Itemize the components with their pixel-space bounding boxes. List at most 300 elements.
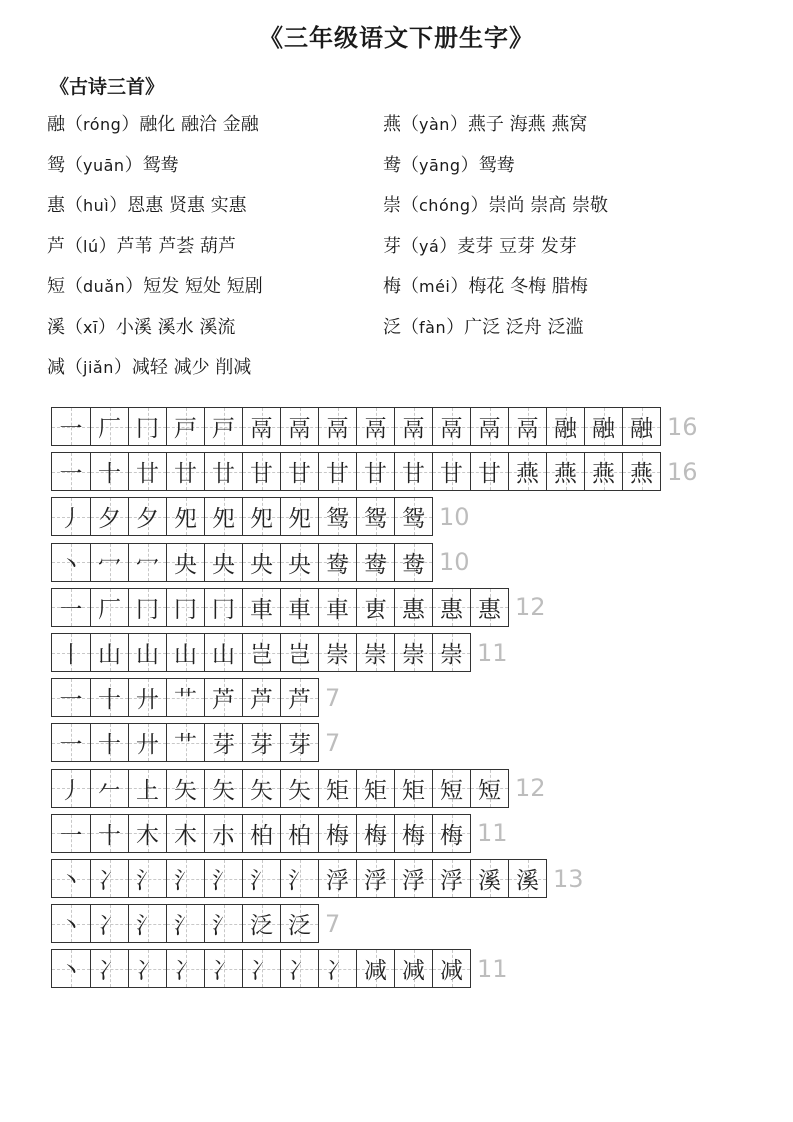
vocab-words: 崇尚 崇高 崇敬: [488, 195, 608, 216]
stroke-glyph: 冫: [98, 958, 121, 985]
stroke-cells: [51, 949, 471, 988]
paren-close: ）: [124, 154, 143, 176]
stroke-cells: [51, 814, 471, 853]
stroke-cells: [51, 407, 661, 446]
stroke-glyph: 夗: [250, 506, 273, 533]
stroke-cells: [51, 452, 661, 491]
vocab-pinyin: yá: [419, 236, 440, 256]
stroke-count: 13: [553, 864, 584, 893]
stroke-glyph: 矩: [326, 777, 349, 804]
stroke-cell: [242, 724, 280, 761]
stroke-cell: [90, 498, 128, 535]
vocab-words: 芦苇 芦荟 葫芦: [116, 235, 237, 257]
stroke-cell: [52, 724, 90, 761]
vocab-line: [47, 153, 179, 179]
stroke-glyph: 甘: [478, 461, 501, 488]
stroke-glyph: 廿: [136, 461, 159, 488]
stroke-count: 12: [515, 774, 546, 803]
stroke-count: 11: [477, 638, 508, 667]
vocab-words: 燕子 海燕 燕窝: [467, 114, 588, 135]
stroke-glyph: 减: [364, 958, 387, 985]
stroke-glyph: 鸳: [326, 506, 349, 533]
stroke-row: [51, 678, 340, 717]
stroke-cell: [432, 634, 470, 671]
stroke-count: 7: [325, 728, 341, 757]
paren-close: ）: [460, 154, 479, 176]
stroke-cell: [166, 408, 204, 445]
vocab-pinyin: méi: [419, 277, 451, 296]
vocab-char: 梅: [383, 276, 401, 297]
stroke-cell: [242, 770, 280, 807]
stroke-cell: [394, 453, 432, 490]
stroke-cell: [90, 770, 128, 807]
stroke-cell: [204, 679, 242, 716]
stroke-cell: [128, 770, 166, 807]
stroke-cell: [128, 724, 166, 761]
vocab-line: [383, 315, 584, 341]
vocab-line: [383, 274, 588, 300]
stroke-cell: [166, 860, 204, 897]
stroke-cell: [356, 634, 394, 671]
vocab-char: 芽: [383, 235, 401, 257]
stroke-cell: [204, 815, 242, 852]
stroke-glyph: 惠: [440, 596, 463, 623]
paren-close: ）: [449, 114, 468, 135]
stroke-cell: [90, 453, 128, 490]
stroke-glyph: 柏: [288, 822, 311, 849]
stroke-glyph: 一: [59, 461, 83, 488]
stroke-cell: [318, 453, 356, 490]
vocab-words: 减轻 减少 削减: [131, 357, 252, 378]
stroke-cell: [432, 815, 470, 852]
stroke-glyph: 冖: [136, 551, 159, 578]
stroke-glyph: 夗: [288, 506, 311, 533]
vocab-line: [383, 153, 515, 179]
stroke-cell: [356, 770, 394, 807]
stroke-cell: [280, 589, 318, 626]
stroke-glyph: 甘: [364, 461, 387, 488]
vocab-words: 鸳鸯: [142, 154, 179, 176]
stroke-cell: [356, 544, 394, 581]
stroke-glyph: 艹: [174, 732, 197, 759]
stroke-glyph: 冫: [174, 958, 197, 985]
stroke-glyph: 矩: [402, 777, 425, 804]
stroke-glyph: 崇: [364, 642, 387, 668]
stroke-cell: [318, 544, 356, 581]
stroke-cell: [52, 453, 90, 490]
stroke-glyph: 氵: [174, 868, 197, 894]
stroke-cell: [242, 589, 280, 626]
stroke-cell: [90, 544, 128, 581]
stroke-glyph: 芦: [288, 687, 311, 714]
stroke-cell: [280, 905, 318, 942]
stroke-glyph: 十: [98, 687, 121, 714]
stroke-glyph: 溪: [516, 868, 539, 894]
stroke-cell: [204, 589, 242, 626]
stroke-glyph: 鬲: [440, 416, 463, 442]
stroke-cell: [166, 950, 204, 987]
stroke-glyph: 夗: [212, 506, 235, 533]
stroke-glyph: 梅: [440, 822, 463, 849]
stroke-count: 10: [439, 548, 470, 577]
stroke-cell: [166, 453, 204, 490]
stroke-cell: [584, 453, 622, 490]
stroke-glyph: 芦: [212, 687, 235, 714]
stroke-glyph: 鬲: [402, 416, 425, 442]
stroke-glyph: 梅: [402, 822, 425, 849]
stroke-glyph: 夗: [174, 506, 197, 533]
stroke-glyph: 鬲: [364, 416, 387, 442]
stroke-glyph: 矢: [288, 777, 311, 804]
stroke-glyph: 溪: [478, 868, 501, 894]
stroke-cells: [51, 723, 319, 762]
stroke-glyph: 鬲: [516, 416, 539, 442]
stroke-row: [51, 904, 340, 943]
paren-close: ）: [113, 357, 132, 378]
stroke-row: [51, 452, 698, 491]
stroke-cell: [546, 408, 584, 445]
stroke-cell: [204, 770, 242, 807]
stroke-glyph: 芽: [250, 732, 273, 759]
stroke-glyph: 崇: [440, 642, 463, 668]
stroke-glyph: 矢: [250, 777, 273, 804]
stroke-cell: [280, 815, 318, 852]
stroke-cell: [432, 453, 470, 490]
paren-close: ）: [121, 114, 140, 135]
vocab-words: 小溪 溪水 溪流: [115, 316, 236, 338]
stroke-glyph: 甘: [250, 461, 273, 488]
stroke-cell: [242, 453, 280, 490]
stroke-glyph: 矩: [364, 777, 387, 804]
stroke-cell: [128, 634, 166, 671]
stroke-glyph: 央: [174, 551, 197, 578]
stroke-glyph: 夕: [98, 506, 121, 533]
stroke-cell: [204, 905, 242, 942]
stroke-glyph: 冫: [212, 958, 235, 985]
stroke-cells: [51, 633, 471, 672]
stroke-glyph: 冖: [98, 551, 121, 578]
paren-open: （: [401, 316, 419, 338]
stroke-glyph: 惠: [402, 596, 425, 623]
stroke-cell: [318, 589, 356, 626]
stroke-glyph: 冂: [212, 596, 235, 623]
stroke-cell: [394, 589, 432, 626]
stroke-cell: [242, 860, 280, 897]
stroke-glyph: 冂: [136, 416, 159, 442]
stroke-cell: [546, 453, 584, 490]
stroke-cell: [394, 860, 432, 897]
vocab-pinyin: yāng: [419, 155, 461, 175]
stroke-cell: [166, 815, 204, 852]
stroke-cell: [166, 905, 204, 942]
stroke-glyph: 丿: [59, 506, 83, 533]
stroke-count: 11: [477, 819, 508, 848]
stroke-cell: [508, 453, 546, 490]
stroke-cell: [204, 724, 242, 761]
stroke-glyph: 冂: [174, 596, 197, 623]
stroke-cell: [52, 815, 90, 852]
stroke-row: [51, 769, 546, 808]
stroke-glyph: 冫: [98, 913, 121, 940]
stroke-cell: [432, 950, 470, 987]
stroke-cell: [280, 544, 318, 581]
paren-close: ）: [98, 235, 117, 257]
stroke-glyph: 减: [440, 958, 463, 985]
stroke-cell: [356, 589, 394, 626]
stroke-cell: [394, 634, 432, 671]
paren-open: （: [401, 235, 419, 257]
stroke-row: [51, 949, 508, 988]
stroke-cell: [318, 815, 356, 852]
vocab-char: 鸳: [47, 154, 65, 176]
stroke-cells: [51, 543, 433, 582]
vocab-char: 芦: [47, 235, 65, 257]
vocab-words: 鸳鸯: [478, 154, 515, 176]
vocab-char: 短: [47, 276, 65, 297]
stroke-cell: [204, 498, 242, 535]
stroke-cell: [90, 679, 128, 716]
paren-open: （: [65, 235, 83, 257]
stroke-glyph: 𠂉: [98, 777, 121, 804]
stroke-cells: [51, 588, 509, 627]
vocab-words: 广泛 泛舟 泛滥: [464, 316, 584, 338]
stroke-cell: [508, 860, 546, 897]
stroke-row: [51, 723, 340, 762]
stroke-cell: [432, 589, 470, 626]
stroke-cell: [90, 634, 128, 671]
paren-close: ）: [439, 235, 458, 257]
stroke-cell: [128, 589, 166, 626]
section-heading: 《古诗三首》: [50, 76, 165, 98]
stroke-glyph: 冫: [98, 868, 121, 894]
vocab-char: 溪: [47, 316, 65, 338]
stroke-cell: [90, 860, 128, 897]
stroke-cell: [128, 905, 166, 942]
stroke-glyph: 矢: [174, 777, 197, 804]
stroke-cell: [90, 950, 128, 987]
stroke-cell: [166, 544, 204, 581]
stroke-glyph: 崇: [326, 642, 349, 668]
stroke-cell: [52, 950, 90, 987]
stroke-cell: [242, 950, 280, 987]
stroke-count: 12: [515, 593, 546, 622]
stroke-cell: [52, 905, 90, 942]
paren-open: （: [401, 195, 419, 216]
stroke-glyph: 氵: [288, 868, 311, 894]
vocab-pinyin: xī: [83, 317, 98, 337]
stroke-cell: [356, 950, 394, 987]
stroke-cell: [318, 950, 356, 987]
stroke-glyph: 燕: [554, 461, 577, 488]
stroke-glyph: 山: [136, 642, 159, 668]
vocab-pinyin: lú: [83, 236, 99, 256]
stroke-cell: [318, 770, 356, 807]
stroke-glyph: 十: [98, 822, 121, 849]
paren-open: （: [65, 154, 83, 176]
stroke-glyph: 十: [98, 461, 121, 488]
stroke-glyph: 矢: [212, 777, 235, 804]
stroke-glyph: 冫: [288, 958, 311, 985]
stroke-cell: [52, 860, 90, 897]
stroke-cell: [128, 860, 166, 897]
stroke-cell: [242, 679, 280, 716]
stroke-count: 11: [477, 954, 508, 983]
stroke-glyph: 丶: [59, 913, 83, 940]
vocab-char: 泛: [383, 316, 401, 338]
stroke-glyph: 梅: [326, 822, 349, 849]
stroke-glyph: 一: [59, 687, 83, 714]
vocab-pinyin: duǎn: [83, 277, 126, 296]
stroke-cell: [166, 589, 204, 626]
stroke-glyph: 戸: [212, 416, 235, 442]
stroke-glyph: 鬲: [288, 416, 311, 442]
stroke-glyph: 芦: [250, 687, 273, 714]
stroke-cell: [242, 815, 280, 852]
stroke-cell: [90, 905, 128, 942]
stroke-cell: [318, 498, 356, 535]
stroke-glyph: 减: [402, 958, 425, 985]
stroke-cell: [280, 770, 318, 807]
stroke-cells: [51, 904, 319, 943]
stroke-glyph: 山: [174, 642, 197, 668]
stroke-glyph: 甘: [402, 461, 425, 488]
stroke-glyph: 短: [440, 777, 463, 804]
paren-open: （: [401, 114, 419, 135]
stroke-glyph: 一: [59, 732, 83, 759]
vocab-char: 燕: [383, 114, 401, 135]
stroke-cells: [51, 678, 319, 717]
stroke-glyph: 廿: [174, 461, 197, 488]
stroke-glyph: 融: [554, 416, 577, 442]
stroke-cell: [356, 498, 394, 535]
stroke-cells: [51, 497, 433, 536]
vocab-pinyin: huì: [83, 196, 110, 215]
stroke-glyph: 鸳: [402, 506, 425, 533]
stroke-cell: [52, 498, 90, 535]
stroke-cell: [204, 408, 242, 445]
vocab-line: [383, 193, 608, 219]
paren-open: （: [65, 195, 83, 216]
stroke-glyph: 浮: [402, 868, 425, 894]
paren-close: ）: [125, 276, 144, 297]
vocab-words: 短发 短处 短剧: [143, 276, 263, 297]
stroke-glyph: 燕: [630, 461, 653, 488]
stroke-glyph: 芽: [288, 732, 311, 759]
stroke-count: 16: [667, 457, 698, 486]
vocab-char: 鸯: [383, 154, 401, 176]
stroke-cell: [356, 408, 394, 445]
stroke-cell: [166, 498, 204, 535]
stroke-cell: [280, 498, 318, 535]
vocab-pinyin: yàn: [419, 115, 450, 134]
stroke-cell: [166, 724, 204, 761]
stroke-cell: [242, 905, 280, 942]
vocab-words: 融化 融洽 金融: [139, 114, 259, 135]
stroke-cell: [470, 589, 508, 626]
stroke-glyph: 短: [478, 777, 501, 804]
stroke-cell: [318, 860, 356, 897]
stroke-glyph: 鸯: [364, 551, 387, 578]
stroke-cell: [622, 408, 660, 445]
stroke-cell: [90, 408, 128, 445]
stroke-glyph: 氵: [212, 868, 235, 894]
stroke-cell: [394, 770, 432, 807]
stroke-cell: [242, 544, 280, 581]
paren-open: （: [65, 316, 83, 338]
stroke-cell: [318, 408, 356, 445]
stroke-glyph: 柏: [250, 822, 273, 849]
stroke-glyph: 丨: [59, 642, 83, 668]
stroke-glyph: 一: [59, 596, 83, 623]
vocab-pinyin: jiǎn: [83, 358, 114, 377]
stroke-cell: [52, 770, 90, 807]
vocab-words: 恩惠 贤惠 实惠: [127, 195, 247, 216]
stroke-cell: [508, 408, 546, 445]
vocab-char: 惠: [47, 195, 65, 216]
stroke-glyph: 梅: [364, 822, 387, 849]
stroke-glyph: 厂: [98, 596, 121, 623]
stroke-cell: [52, 408, 90, 445]
stroke-cell: [242, 634, 280, 671]
stroke-glyph: 氵: [212, 913, 235, 940]
stroke-cell: [280, 634, 318, 671]
stroke-glyph: 浮: [326, 868, 349, 894]
stroke-glyph: 一: [59, 822, 83, 849]
stroke-cell: [470, 860, 508, 897]
stroke-cell: [470, 453, 508, 490]
stroke-glyph: 惠: [478, 596, 501, 623]
stroke-glyph: 甘: [288, 461, 311, 488]
stroke-glyph: 十: [98, 732, 121, 759]
vocab-pinyin: yuān: [83, 155, 125, 175]
stroke-cell: [394, 408, 432, 445]
stroke-glyph: 鬲: [326, 416, 349, 442]
stroke-glyph: 融: [630, 416, 653, 442]
stroke-cell: [394, 815, 432, 852]
vocab-words: 梅花 冬梅 腊梅: [468, 276, 588, 297]
stroke-cell: [204, 860, 242, 897]
stroke-cell: [128, 453, 166, 490]
stroke-cells: [51, 859, 547, 898]
stroke-glyph: 上: [136, 777, 159, 804]
stroke-cell: [584, 408, 622, 445]
stroke-glyph: 融: [592, 416, 615, 442]
stroke-cell: [280, 408, 318, 445]
stroke-glyph: 岂: [250, 642, 273, 668]
stroke-cell: [242, 408, 280, 445]
paren-close: ）: [450, 276, 469, 297]
stroke-count: 10: [439, 502, 470, 531]
stroke-cell: [470, 770, 508, 807]
stroke-glyph: 岂: [288, 642, 311, 668]
vocab-char: 崇: [383, 195, 401, 216]
stroke-glyph: 鬲: [250, 416, 273, 442]
vocab-line: [47, 355, 251, 381]
stroke-glyph: 央: [250, 551, 273, 578]
stroke-cell: [52, 544, 90, 581]
stroke-glyph: 廾: [136, 732, 159, 759]
stroke-glyph: 丶: [59, 551, 83, 578]
stroke-cell: [90, 815, 128, 852]
stroke-cell: [394, 544, 432, 581]
stroke-glyph: 丿: [59, 777, 83, 804]
stroke-cell: [128, 950, 166, 987]
stroke-glyph: 冫: [326, 958, 349, 985]
stroke-glyph: 鸯: [326, 551, 349, 578]
stroke-glyph: 燕: [592, 461, 615, 488]
stroke-row: [51, 814, 508, 853]
vocab-line: [47, 274, 263, 300]
